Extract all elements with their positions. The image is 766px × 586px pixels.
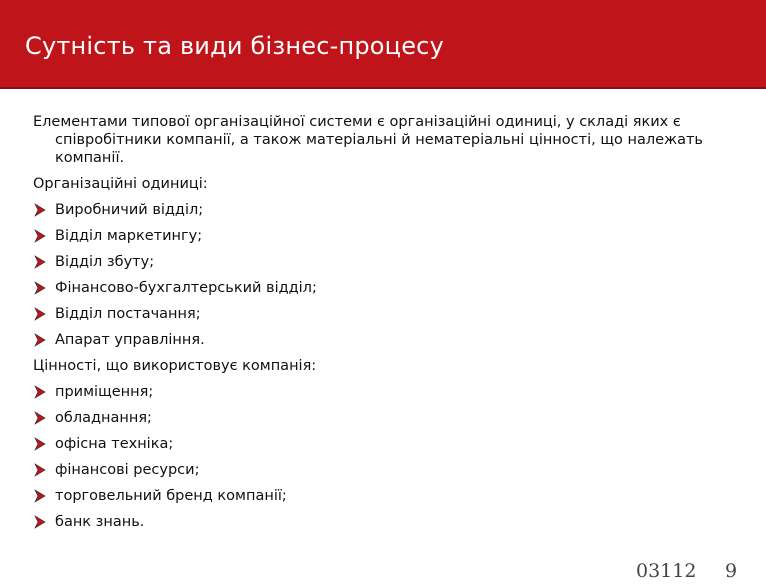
arrow-bullet-icon <box>33 333 47 347</box>
unit-list-item-label: Відділ маркетингу; <box>55 228 203 244</box>
value-list-item <box>33 461 738 479</box>
unit-list-item-label: Відділ постачання; <box>55 306 201 322</box>
arrow-bullet-icon <box>33 307 47 321</box>
value-list-item-label: торговельний бренд компанії; <box>55 488 287 504</box>
value-list-item <box>33 383 738 401</box>
intro-paragraph: Елементами типової організаційної системи є організаційні одиниці, у складі яких є співробітники компанії, а також матеріальні й нематеріальні цінності, що належать компанії. <box>33 114 703 166</box>
unit-list-item <box>33 201 738 219</box>
value-list-item-label: фінансові ресурси; <box>55 462 200 478</box>
arrow-bullet-icon <box>33 411 47 425</box>
unit-list-item <box>33 305 738 323</box>
unit-list-item-label: Апарат управління. <box>55 332 205 348</box>
slide-title: Сутність та види бізнес-процесу <box>25 32 444 60</box>
value-list-item <box>33 487 738 505</box>
footer-code: 03112 <box>636 560 697 582</box>
unit-list-item <box>33 253 738 271</box>
unit-list-item-label: Відділ збуту; <box>55 254 155 270</box>
unit-list-item-label: Виробничий відділ; <box>55 202 204 218</box>
page-number: 9 <box>725 560 738 582</box>
arrow-bullet-icon <box>33 515 47 529</box>
value-list-item <box>33 409 738 427</box>
value-list-item-label: обладнання; <box>55 410 152 426</box>
title-bar <box>0 0 766 89</box>
values-heading: Цінності, що використовує компанія: <box>33 358 317 374</box>
value-list-item <box>33 435 738 453</box>
arrow-bullet-icon <box>33 489 47 503</box>
arrow-bullet-icon <box>33 281 47 295</box>
unit-list-item <box>33 331 738 349</box>
value-list-item-label: офісна техніка; <box>55 436 174 452</box>
units-heading: Організаційні одиниці: <box>33 176 208 192</box>
arrow-bullet-icon <box>33 255 47 269</box>
unit-list-item <box>33 279 738 297</box>
value-list-item <box>33 513 738 531</box>
values-list <box>33 383 738 531</box>
arrow-bullet-icon <box>33 463 47 477</box>
unit-list-item <box>33 227 738 245</box>
unit-list-item-label: Фінансово-бухгалтерський відділ; <box>55 280 317 296</box>
units-list <box>33 201 738 349</box>
value-list-item-label: приміщення; <box>55 384 154 400</box>
slide-content <box>33 113 738 539</box>
value-list-item-label: банк знань. <box>55 514 145 530</box>
arrow-bullet-icon <box>33 203 47 217</box>
arrow-bullet-icon <box>33 229 47 243</box>
arrow-bullet-icon <box>33 437 47 451</box>
arrow-bullet-icon <box>33 385 47 399</box>
